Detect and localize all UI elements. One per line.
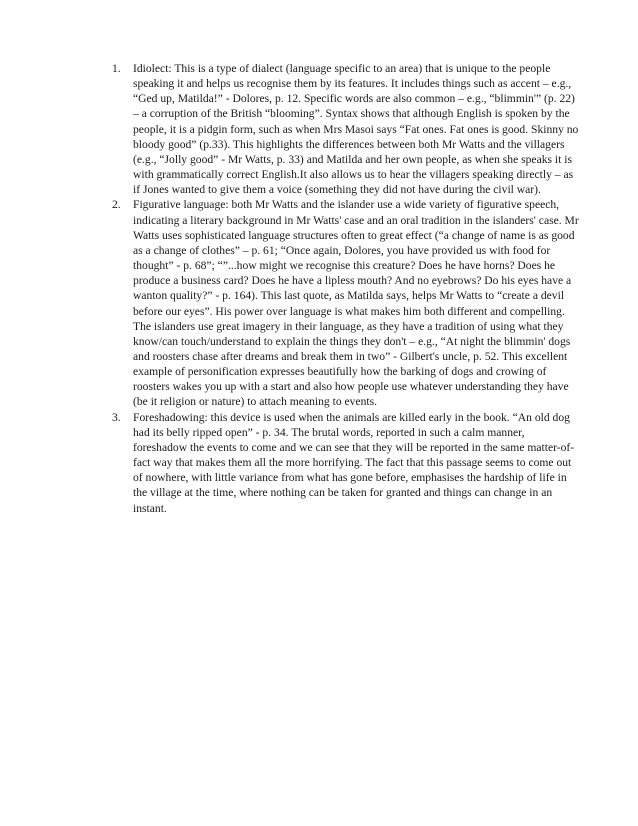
list-item-text: Figurative language: both Mr Watts and the islander use a wide variety of figurative speech, indicating a literary background in Mr Watts' case and an oral tradition in the islanders' case. Mr Watts uses sophisticated language structures often to great effect (“a change of name is as good as a change of clothes” – p. 61; “Once again, Dolores, you have provided us with food for thought” - p. 68”; “”...how might we recognise this creature? Does he have horns? Does he produce a business card? Does he have a lipless mouth? And no eyebrows? Do his eyes have a wanton quality?” - p. 164). This last quote, as Matilda says, helps Mr Watts to “create a devil before our eyes”. His power over language is what makes him both different and compelling. The islanders use great imagery in their language, as they have a tradition of using what they know/can touch/understand to explain the things they don't – e.g., “At night the blimmin' dogs and roosters chase after dreams and break them in two” - Gilbert's uncle, p. 52. This excellent example of personification expresses beautifully how the barking of dogs and crowing of roosters wakes you up with a start and also how people use whatever understanding they have (be it religion or nature) to attach meaning to events. [133, 198, 579, 409]
list-item-foreshadowing [112, 410, 580, 516]
numbered-list [112, 61, 580, 516]
list-item-text: Foreshadowing: this device is used when the animals are killed early in the book. “An old dog had its belly ripped open” - p. 34. The brutal words, reported in such a calm manner, foreshadow the events to come and we can see that they will be reported in the same matter-of-fact way that makes them all the more horrifying. The fact that this passage seems to come out of nowhere, with little variance from what has gone before, emphasises the hardship of life in the village at the time, where nothing can be taken for granted and things can change in an instant. [133, 410, 575, 515]
list-item-text: Idiolect: This is a type of dialect (language specific to an area) that is unique to the people speaking it and helps us recognise them by its features. It includes things such as accent – e.g., “Ged up, Matilda!” - Dolores, p. 12. Specific words are also common – e.g., “blimmin'” (p. 22) – a corruption of the British “blooming”. Syntax shows that although English is spoken by the people, it is a pidgin form, such as when Mrs Masoi says “Fat ones. Fat ones is good. Skinny no bloody good” (p.33). This highlights the differences between both Mr Watts and the villagers (e.g., “Jolly good” - Mr Watts, p. 33) and Matilda and her own people, as when she speaks it is with grammatically correct English.It also allows us to hear the villagers speaking directly – as if Jones wanted to give them a voice (something they did not have during the civil war). [133, 62, 579, 197]
list-item-number: 2. [112, 198, 121, 212]
list-item-number: 1. [112, 62, 121, 75]
list-item-number: 3. [112, 410, 121, 424]
list-item-figurative-language [112, 197, 580, 409]
list-item-idiolect [112, 61, 580, 197]
